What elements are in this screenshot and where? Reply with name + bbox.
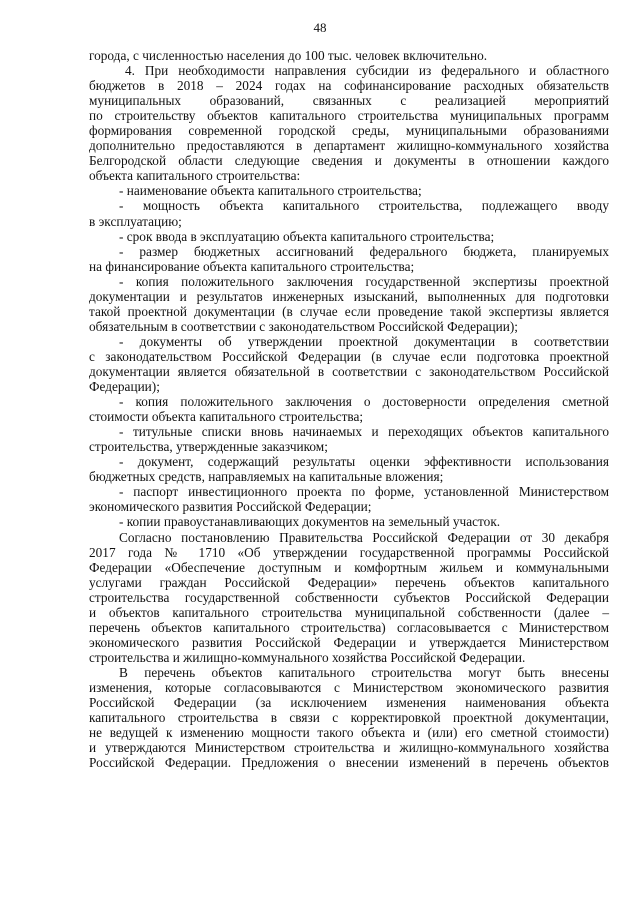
text-line: Согласно постановлению Правительства Российской Федерации от 30 декабря bbox=[119, 529, 609, 545]
text-line: - копия положительного заключения о достоверности определения сметной bbox=[119, 394, 609, 410]
text-line: документации и результатов инженерных изысканий, выполненных для подготовки bbox=[89, 288, 609, 304]
text-line: бюджетных средств, направляемых на капитальные вложения; bbox=[89, 469, 444, 485]
text-line: В перечень объектов капитального строительства могут быть внесены bbox=[119, 664, 609, 680]
page-number: 48 bbox=[313, 20, 327, 35]
text-line: Российской Федерации. Предложения о внесении изменений в перечень объектов bbox=[89, 755, 609, 771]
text-line: экономического развития Российской Федерации и утверждается Министерством bbox=[89, 634, 609, 650]
text-line: перечень объектов капитального строительства) согласовывается с Министерством bbox=[89, 619, 609, 635]
text-line: на финансирование объекта капитального строительства; bbox=[89, 258, 415, 274]
text-line: не ведущей к изменению мощности такого объекта и (или) его сметной стоимости) bbox=[89, 725, 609, 741]
text-line: формирования современной городской среды, муниципальными образованиями bbox=[89, 123, 609, 139]
text-line: города, с численностью населения до 100 тыс. человек включительно. bbox=[89, 48, 488, 63]
text-line: в эксплуатацию; bbox=[89, 213, 182, 229]
text-line: - наименование объекта капитального строительства; bbox=[119, 183, 422, 199]
text-line: капитального строительства в связи с корректировкой проектной документации, bbox=[89, 710, 609, 726]
text-line: - паспорт инвестиционного проекта по форме, установленной Министерством bbox=[119, 484, 609, 500]
text-line: строительства государственной собственности субъектов Российской Федерации bbox=[89, 589, 609, 605]
text-line: Белгородской области следующие сведения и документы в отношении каждого bbox=[89, 153, 609, 169]
text-line: документации является обязательной в соответствии с законодательством Российской bbox=[89, 363, 609, 379]
text-line: и объектов капитального строительства муниципальной собственности (далее – bbox=[89, 604, 609, 620]
text-line: - документ, содержащий результаты оценки эффективности использования bbox=[119, 454, 609, 470]
text-line: - копии правоустанавливающих документов на земельный участок. bbox=[119, 514, 501, 530]
document-body bbox=[89, 48, 609, 770]
text-line: такой проектной документации (в случае если проведение такой экспертизы является bbox=[89, 303, 609, 319]
text-line: Российской Федерации (за исключением изменения наименования объекта bbox=[89, 695, 609, 711]
text-line: изменения, которые согласовываются с Министерством экономического развития bbox=[89, 679, 609, 695]
text-line: 2017 года № 1710 «Об утверждении государственной программы Российской bbox=[89, 544, 609, 560]
text-line: - копия положительного заключения государственной экспертизы проектной bbox=[119, 273, 609, 289]
text-line: муниципальных образований, связанных с реализацией мероприятий bbox=[89, 93, 609, 109]
text-line: Федерации «Обеспечение доступным и комфортным жильем и коммунальными bbox=[89, 559, 609, 575]
text-line: экономического развития Российской Федерации; bbox=[89, 499, 372, 515]
text-line: дополнительно предоставляются в департамент жилищно-коммунального хозяйства bbox=[89, 138, 609, 154]
text-line: строительства и жилищно-коммунального хозяйства Российской Федерации. bbox=[89, 649, 526, 665]
text-line: по строительству объектов капитального строительства муниципальных программ bbox=[89, 108, 609, 124]
text-line: объекта капитального строительства: bbox=[89, 168, 301, 184]
text-line: стоимости объекта капитального строительства; bbox=[89, 409, 364, 425]
text-line: и утверждаются Министерством строительства и жилищно-коммунального хозяйства bbox=[89, 740, 609, 756]
text-line: обязательным в соответствии с законодательством Российской Федерации); bbox=[89, 318, 519, 334]
text-line: с законодательством Российской Федерации (в случае если подготовка проектной bbox=[89, 348, 609, 364]
text-line: - документы об утверждении проектной документации в соответствии bbox=[119, 333, 609, 349]
text-line: - мощность объекта капитального строительства, подлежащего вводу bbox=[119, 198, 609, 214]
text-line: услугами граждан Российской Федерации» перечень объектов капитального bbox=[89, 574, 609, 590]
text-line: - размер бюджетных ассигнований федерального бюджета, планируемых bbox=[119, 243, 609, 259]
text-line: строительства, утвержденные заказчиком; bbox=[89, 439, 328, 455]
text-line: - титульные списки вновь начинаемых и переходящих объектов капитального bbox=[119, 424, 609, 440]
text-line: бюджетов в 2018 – 2024 годах на софинансирование расходных обязательств bbox=[89, 78, 609, 94]
text-line: 4. При необходимости направления субсидии из федерального и областного bbox=[125, 63, 609, 79]
text-line: Федерации); bbox=[89, 379, 160, 395]
text-line: - срок ввода в эксплуатацию объекта капитального строительства; bbox=[119, 228, 495, 244]
